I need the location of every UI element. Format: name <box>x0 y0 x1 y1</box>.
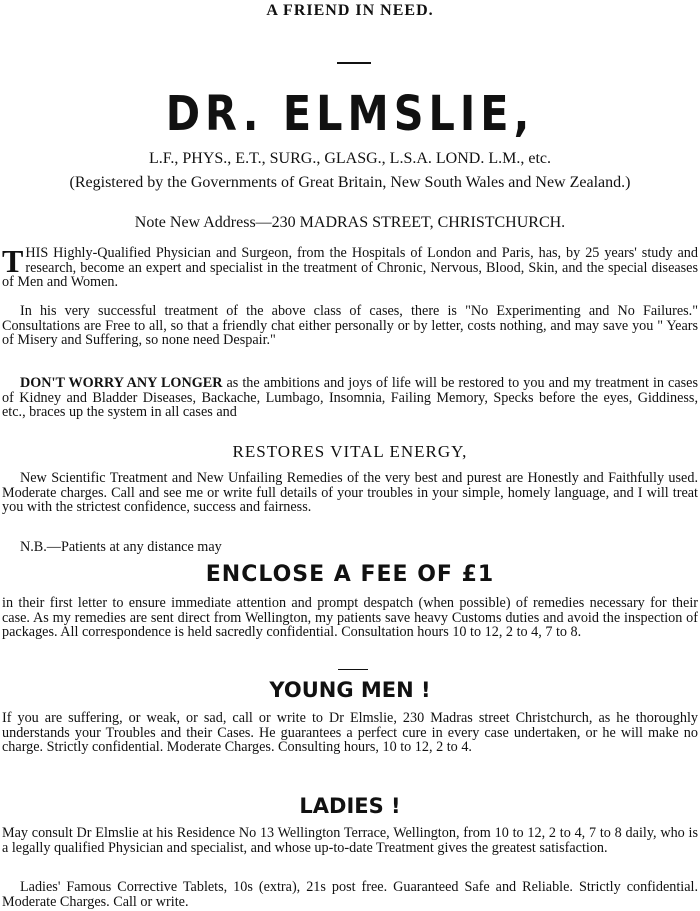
address-line: Note New Address—230 MADRAS STREET, CHRISTCHURCH. <box>134 214 566 231</box>
worry-text: as the ambitions and joys of life will be restored to you and my treatment in cases of Kidney and Bladder Diseases, Backache, Lumbago, Insomnia, Failing Memory, Specks before the eyes, Giddiness, etc., braces up the system in all cases and <box>2 375 698 421</box>
top-divider <box>337 62 371 64</box>
restores-heading: RESTORES VITAL ENERGY, <box>232 442 468 461</box>
nb-line: N.B.—Patients at any distance may <box>20 539 222 555</box>
worry-paragraph <box>2 376 698 420</box>
page-heading: A FRIEND IN NEED. <box>266 2 434 19</box>
enclose-fee-heading: ENCLOSE A FEE OF £1 <box>205 562 495 587</box>
drop-cap: T <box>2 243 24 279</box>
credentials: L.F., PHYS., E.T., SURG., GLASG., L.S.A. LOND. L.M., etc. <box>149 150 551 167</box>
scientific-paragraph: New Scientific Treatment and New Unfailing Remedies of the very best and purest are Honestly and Faithfully used. Moderate charges. Call and see me or write full details of your troubles in your simple, homely language, and I will treat you with the strictest confidence, success and fairness. <box>2 470 698 516</box>
ladies-paragraph: May consult Dr Elmslie at his Residence No 13 Wellington Terrace, Wellington, from 10 to 12, 2 to 4, 7 to 8 daily, who is a legally qualified Physician and specialist, and whose up-to-date Treatment gives the greatest satisfaction. <box>2 825 698 856</box>
intro-text: HIS Highly-Qualified Physician and Surgeon, from the Hospitals of London and Paris, has, by 25 years' study and research, become an expert and specialist in the treatment of Chronic, Nervous, Blood, Skin, and the special diseases of Men and Women. <box>2 245 698 291</box>
ladies-heading: LADIES ! <box>299 794 401 818</box>
letter-paragraph: in their first letter to ensure immediate attention and prompt despatch (when possible) of remedies necessary for their case. As my remedies are sent direct from Wellington, my patients save heavy Customs duties and avoid the inspection of packages. All correspondence is held sacredly confidential. Consultation hours 10 to 12, 2 to 4, 7 to 8. <box>2 595 698 641</box>
experimenting-paragraph: In his very successful treatment of the above class of cases, there is "No Experimenting and No Failures." Consultations are Free to all, so that a friendly chat either personally or by letter, costs nothing, and may save you " Years of Misery and Suffering, so none need Despair." <box>2 303 698 349</box>
young-men-heading: YOUNG MEN ! <box>269 678 431 702</box>
worry-lead: DON'T WORRY ANY LONGER <box>20 375 223 391</box>
tablets-paragraph: Ladies' Famous Corrective Tablets, 10s (extra), 21s post free. Guaranteed Safe and Reliable. Strictly confidential. Moderate Charges. Call or write. <box>2 879 698 910</box>
section-divider <box>338 669 368 670</box>
doctor-name: DR. ELMSLIE, <box>165 84 535 142</box>
intro-paragraph <box>2 243 698 291</box>
registration-note: (Registered by the Governments of Great Britain, New South Wales and New Zealand.) <box>69 174 631 191</box>
young-men-paragraph: If you are suffering, or weak, or sad, call or write to Dr Elmslie, 230 Madras street Christchurch, as he thoroughly understands your Troubles and their Cases. He guarantees a perfect cure in every case undertaken, or he will make no charge. Strictly confidential. Moderate Charges. Consulting hours, 10 to 12, 2 to 4. <box>2 710 698 756</box>
